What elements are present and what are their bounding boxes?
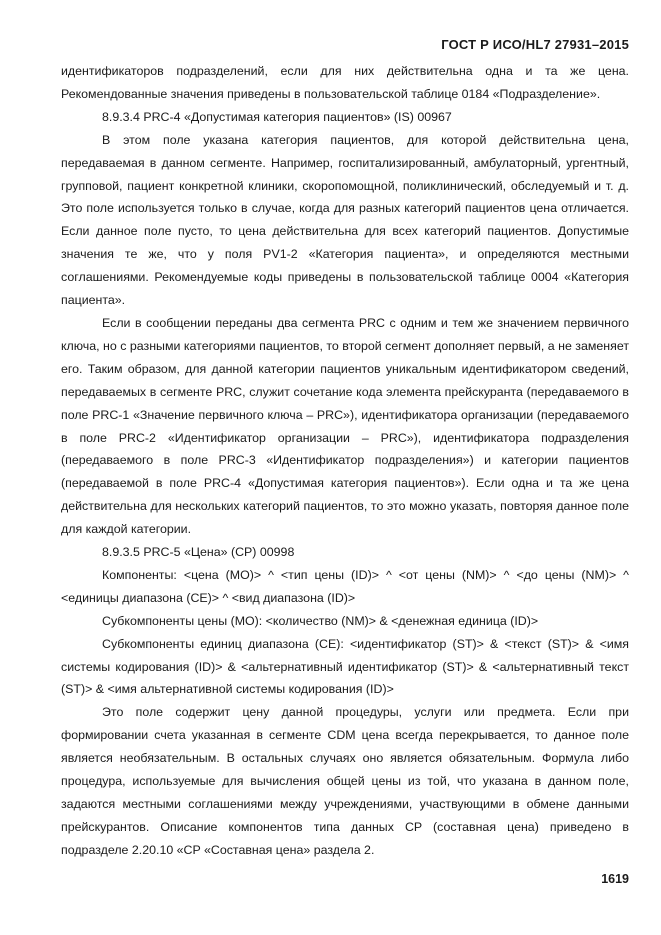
document-body: [61, 60, 629, 862]
paragraph: Если в сообщении переданы два сегмента PRC с одним и тем же значением первичного ключа, но с разными категориями пациентов, то второй сегмент дополняет первый, а не заменяет его. Таким образом, для данной категории пациентов уникальным идентификатором сведений, передаваемых в сегменте PRC, служит сочетание кода элемента прейскуранта (передаваемого в поле PRC-1 «Значение первичного ключа – PRC»), идентификатора организации (передаваемого в поле PRC-2 «Идентификатор организации – PRC»), идентификатора подразделения (передаваемого в поле PRC-3 «Идентификатор подразделения») и категории пациентов (передаваемой в поле PRC-4 «Допустимая категория пациентов»). Если одна и та же цена действительна для нескольких категорий пациентов, то это можно указать, повторяя данное поле для каждой категории.: [61, 315, 629, 537]
section-heading-prc-5: 8.9.3.5 PRC-5 «Цена» (CP) 00998: [102, 545, 295, 560]
document-header: ГОСТ Р ИСО/HL7 27931–2015: [441, 37, 629, 52]
paragraph-subcomponents-price: Субкомпоненты цены (MO): <количество (NM)> & <денежная единица (ID)>: [102, 613, 539, 628]
paragraph: В этом поле указана категория пациентов, для которой действительна цена, передаваемая в данном сегменте. Например, госпитализированный, амбулаторный, ургентный, групповой, пациент конкретной клиники, скоропомощной, поликлинический, обследуемый и т. д. Это поле используется только в случае, когда для разных категорий пациентов цена отличается. Если данное поле пусто, то цена действительна для всех категорий пациентов. Допустимые значения те же, что у поля PV1-2 «Категория пациента», и определяются местными соглашениями. Рекомендуемые коды приведены в пользовательской таблице 0004 «Категория пациента».: [61, 132, 629, 308]
paragraph-continuation: идентификаторов подразделений, если для них действительна одна и та же цена. Рекомендованные значения приведены в пользовательской таблице 0184 «Подразделение».: [61, 64, 629, 101]
paragraph-subcomponents-range: Субкомпоненты единиц диапазона (CE): <идентификатор (ST)> & <текст (ST)> & <имя системы кодирования (ID)> & <альтернативный идентификатор (ST)> & <альтернативный текст (ST)> & <имя альтернативной системы кодирования (ID)>: [61, 636, 629, 697]
paragraph-components: Компоненты: <цена (MO)> ^ <тип цены (ID)> ^ <от цены (NM)> ^ <до цены (NM)> ^ <единицы диапазона (CE)> ^ <вид диапазона (ID)>: [61, 567, 629, 605]
page-number: 1619: [601, 872, 629, 886]
paragraph: Это поле содержит цену данной процедуры, услуги или предмета. Если при формировании счета указанная в сегменте CDM цена всегда перекрывается, то данное поле является необязательным. В остальных случаях оно является обязательным. Формула либо процедура, используемые для вычисления общей цены из той, что указана в данном поле, задаются местными соглашениями между учреждениями, участвующими в обмене данными прейскурантов. Описание компонентов типа данных CP (составная цена) приведено в подразделе 2.20.10 «CP «Составная цена» раздела 2.: [61, 705, 629, 857]
section-heading-prc-4: 8.9.3.4 PRC-4 «Допустимая категория пациентов» (IS) 00967: [102, 109, 452, 124]
